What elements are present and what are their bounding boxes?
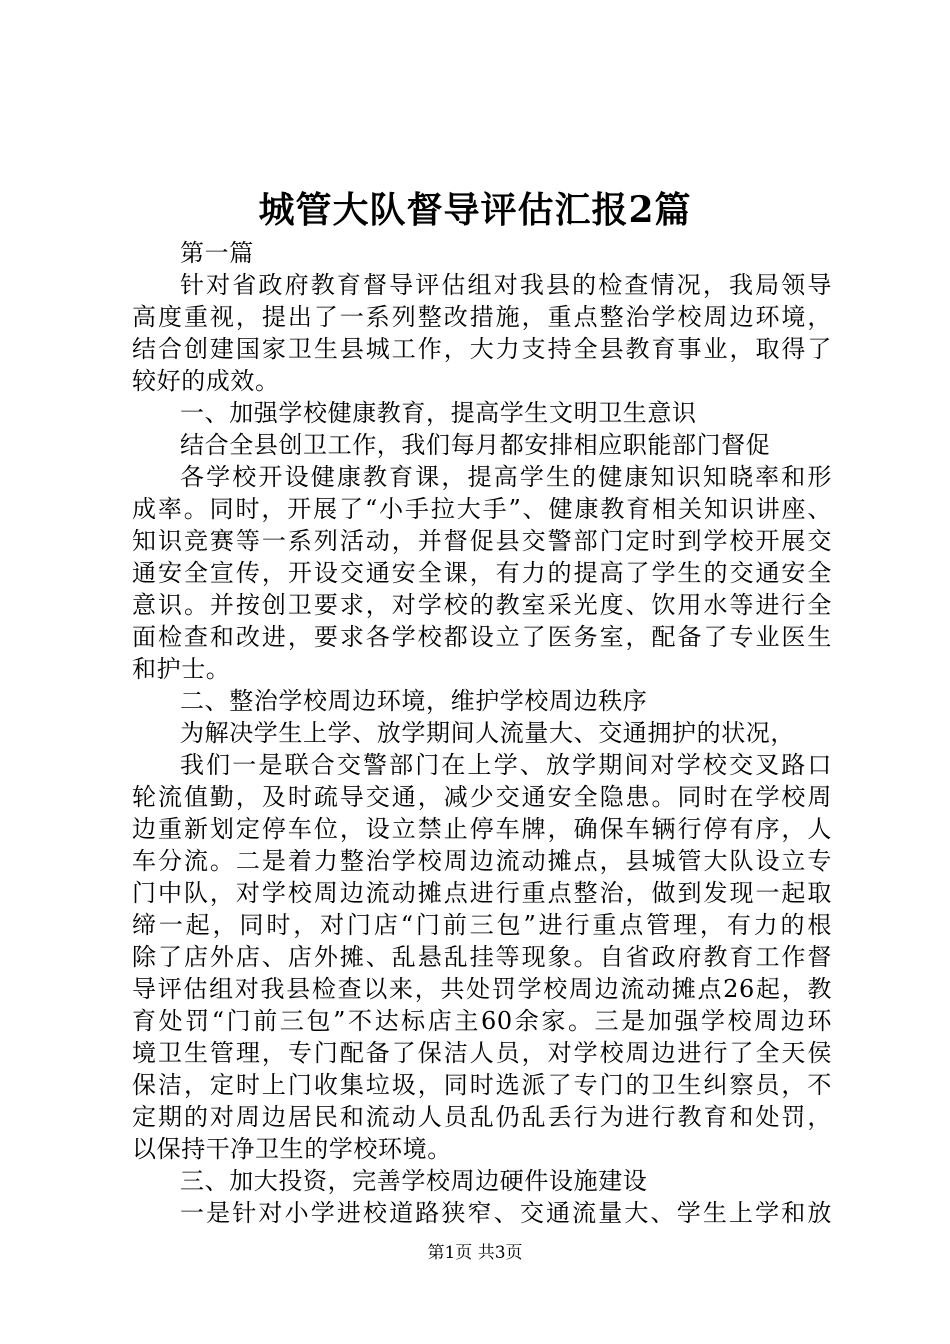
text-line: 车分流。二是着力整治学校周边流动摊点，县城管大队设立专 — [132, 847, 832, 875]
text-line: 通安全宣传，开设交通安全课，有力的提高了学生的交通安全 — [132, 559, 832, 587]
section-heading: 第一篇 — [180, 239, 254, 267]
text-line: 除了店外店、店外摊、乱悬乱挂等现象。自省政府教育工作督 — [132, 943, 832, 971]
text-line: 以保持干净卫生的学校环境。 — [132, 1135, 452, 1163]
text-line: 结合全县创卫工作，我们每月都安排相应职能部门督促 — [180, 431, 771, 459]
text-line: 意识。并按创卫要求，对学校的教室采光度、饮用水等进行全 — [132, 591, 832, 619]
text-line: 为解决学生上学、放学期间人流量大、交通拥护的状况， — [180, 719, 795, 747]
text-line: 定期的对周边居民和流动人员乱仍乱丢行为进行教育和处罚， — [132, 1103, 832, 1131]
text-line: 导评估组对我县检查以来，共处罚学校周边流动摊点26起，教 — [132, 975, 832, 1003]
text-line: 保洁，定时上门收集垃圾，同时选派了专门的卫生纠察员，不 — [132, 1071, 832, 1099]
text-line: 知识竞赛等一系列活动，并督促县交警部门定时到学校开展交 — [132, 527, 832, 555]
text-line: 成率。同时，开展了“小手拉大手”、健康教育相关知识讲座、 — [132, 495, 832, 523]
text-line: 边重新划定停车位，设立禁止停车牌，确保车辆行停有序，人 — [132, 815, 832, 843]
text-line: 各学校开设健康教育课，提高学生的健康知识知晓率和形 — [180, 463, 832, 491]
section-heading: 二、整治学校周边环境，维护学校周边秩序 — [180, 687, 648, 715]
text-line: 门中队，对学校周边流动摊点进行重点整治，做到发现一起取 — [132, 879, 832, 907]
text-line: 面检查和改进，要求各学校都设立了医务室，配备了专业医生 — [132, 623, 832, 651]
text-line: 育处罚“门前三包”不达标店主60余家。三是加强学校周边环 — [132, 1007, 832, 1035]
text-line: 结合创建国家卫生县城工作，大力支持全县教育事业，取得了 — [132, 335, 832, 363]
text-line: 境卫生管理，专门配备了保洁人员，对学校周边进行了全天侯 — [132, 1039, 832, 1067]
section-heading: 三、加大投资，完善学校周边硬件设施建设 — [180, 1167, 648, 1195]
text-line: 高度重视，提出了一系列整改措施，重点整治学校周边环境， — [132, 303, 832, 331]
text-line: 缔一起，同时，对门店“门前三包”进行重点管理，有力的根 — [132, 911, 832, 939]
section-heading: 一、加强学校健康教育，提高学生文明卫生意识 — [180, 399, 697, 427]
document-title: 城管大队督导评估汇报2篇 — [258, 189, 692, 231]
page-number: 第1页 共3页 — [427, 1243, 523, 1263]
text-line: 我们一是联合交警部门在上学、放学期间对学校交叉路口 — [180, 751, 832, 779]
text-line: 一是针对小学进校道路狭窄、交通流量大、学生上学和放 — [180, 1199, 832, 1227]
text-line: 较好的成效。 — [132, 367, 280, 395]
text-line: 轮流值勤，及时疏导交通，减少交通安全隐患。同时在学校周 — [132, 783, 832, 811]
text-line: 针对省政府教育督导评估组对我县的检查情况，我局领导 — [180, 271, 832, 299]
text-line: 和护士。 — [132, 655, 231, 683]
